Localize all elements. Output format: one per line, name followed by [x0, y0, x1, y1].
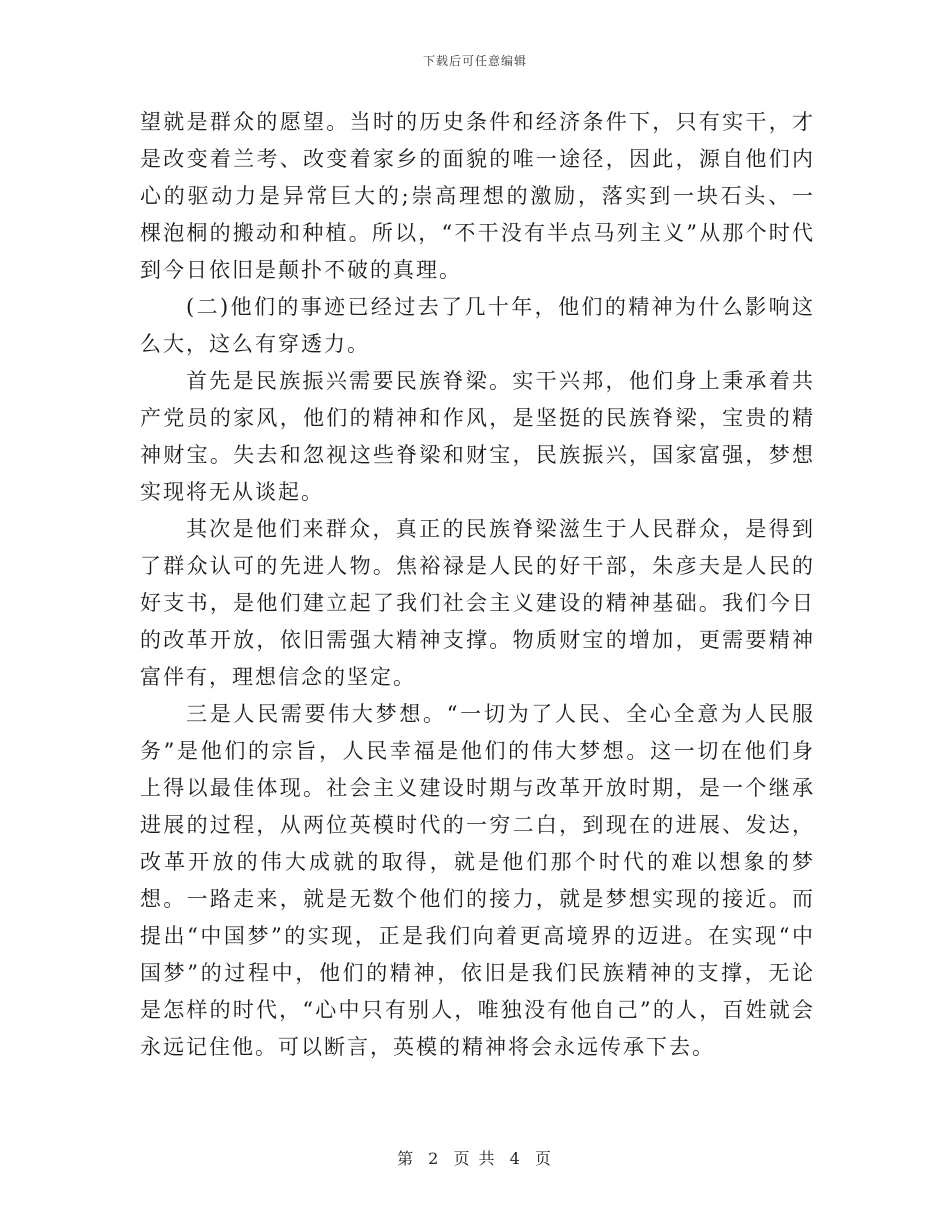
footer-prefix: 第: [397, 1149, 416, 1168]
document-body: [140, 104, 815, 1066]
paragraph-4: 其次是他们来群众，真正的民族脊梁滋生于人民群众，是得到了群众认可的先进人物。焦裕禄是人民的好干部，朱彦夫是人民的好支书，是他们建立起了我们社会主义建设的精神基础。我们今日的改革开放，依旧需强大精神支撑。物质财宝的增加，更需要精神富伴有，理想信念的坚定。: [140, 517, 815, 689]
paragraph-5: 三是人民需要伟大梦想。“一切为了人民、全心全意为人民服务”是他们的宗旨，人民幸福是他们的伟大梦想。这一切在他们身上得以最佳体现。社会主义建设时期与改革开放时期，是一个继承进展的过程，从两位英模时代的一穷二白，到现在的进展、发达，改革开放的伟大成就的取得，就是他们那个时代的难以想象的梦想。一路走来，就是无数个他们的接力，就是梦想实现的接近。而提出“中国梦”的实现，正是我们向着更高境界的迈进。在实现“中国梦”的过程中，他们的精神，依旧是我们民族精神的支撑，无论是怎样的时代，“心中只有别人，唯独没有他自己”的人，百姓就会永远记住他。可以断言，英模的精神将会永远传承下去。: [140, 702, 815, 1059]
footer-suffix: 页: [534, 1149, 553, 1168]
current-page-number: 2: [428, 1149, 441, 1168]
page-header-note: 下载后可任意编辑: [422, 54, 527, 68]
paragraph-3: 首先是民族振兴需要民族脊梁。实干兴邦，他们身上秉承着共产党员的家风，他们的精神和作风，是坚挺的民族脊梁，宝贵的精神财宝。失去和忽视这些脊梁和财宝，民族振兴，国家富强，梦想实现将无从谈起。: [140, 369, 815, 504]
paragraph-1: 望就是群众的愿望。当时的历史条件和经济条件下，只有实干，才是改变着兰考、改变着家乡的面貌的唯一途径，因此，源自他们内心的驱动力是异常巨大的;崇高理想的激励，落实到一块石头、一棵泡桐的搬动和种植。所以，“不干没有半点马列主义”从那个时代到今日依旧是颠扑不破的真理。: [140, 110, 815, 282]
page-number-footer: [0, 1146, 950, 1169]
footer-middle: 页 共: [453, 1149, 497, 1168]
total-page-number: 4: [509, 1149, 522, 1168]
paragraph-2: (二)他们的事迹已经过去了几十年，他们的精神为什么影响这么大，这么有穿透力。: [140, 295, 815, 356]
